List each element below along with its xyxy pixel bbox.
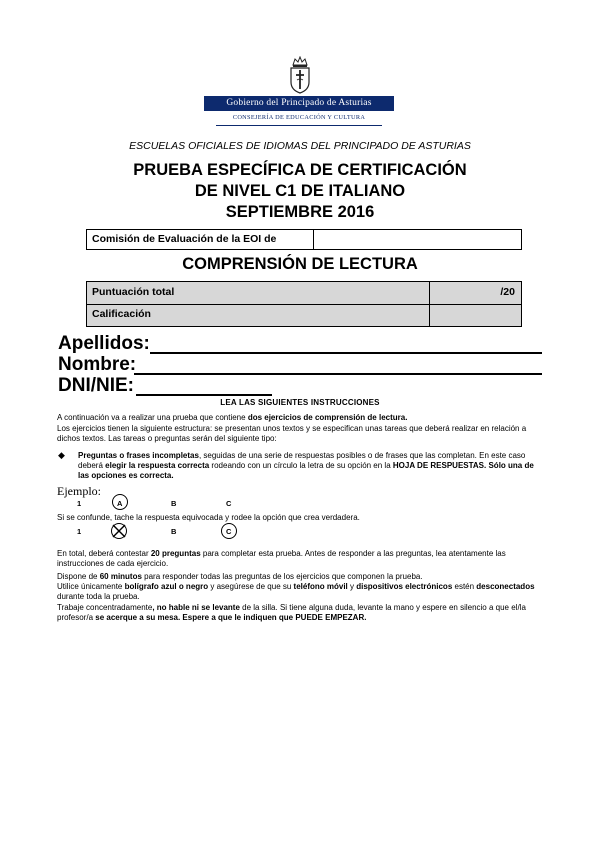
- confusion-instructions: Si se confunde, tache la respuesta equivocada y rodee la opción que crea verdadera.: [57, 513, 360, 522]
- instructions-paragraph-conduct: [57, 603, 545, 623]
- example-option-c: C: [226, 499, 232, 508]
- exam-title-line1: PRUEBA ESPECÍFICA DE CERTIFICACIÓN: [133, 161, 467, 179]
- surname-field[interactable]: [150, 352, 542, 354]
- p6-bold-1: bolígrafo azul o negro: [124, 582, 209, 591]
- p6-text: Utilice únicamente: [57, 582, 125, 591]
- exam-title-line2: DE NIVEL C1 DE ITALIANO: [194, 182, 406, 200]
- instructions-bullet-paragraph: [78, 451, 545, 481]
- p7-bold-2: se acerque a su mesa. Espere a que le indiquen que PUEDE EMPEZAR.: [95, 613, 367, 622]
- id-field[interactable]: [136, 394, 272, 396]
- bullet-bold-1: Preguntas o frases incompletas: [78, 451, 199, 460]
- example-option-a: A: [117, 499, 123, 508]
- department-underline: [216, 125, 382, 126]
- name-label: Nombre:: [58, 354, 137, 375]
- grade-divider: [429, 304, 430, 326]
- instructions-paragraph-1: [57, 413, 545, 423]
- p1-bold: dos ejercicios de comprensión de lectura.: [247, 413, 408, 422]
- bullet-text-2: rodeando con un círculo la letra de su opción en la: [209, 461, 393, 470]
- p7-text: Trabaje concentradamente: [57, 603, 153, 612]
- exam-title-line3: SEPTIEMBRE 2016: [225, 203, 375, 221]
- name-field[interactable]: [134, 373, 542, 375]
- instructions-paragraph-time: [57, 572, 545, 582]
- p4-post: para completar esta prueba. Antes de responder a las preguntas, lea atentamente las instrucciones de cada ejercicio.: [57, 549, 506, 568]
- coat-of-arms-icon: [287, 56, 313, 94]
- bullet-bold-2: elegir la respuesta correcta: [105, 461, 210, 470]
- surname-label: Apellidos:: [58, 333, 150, 354]
- instructions-paragraph-devices: [57, 582, 545, 602]
- section-title: COMPRENSIÓN DE LECTURA: [182, 255, 418, 273]
- p5-post: para responder todas las preguntas de los ejercicios que componen la prueba.: [141, 572, 423, 581]
- p5-text: Dispone de: [57, 572, 100, 581]
- grade-label: Calificación: [92, 308, 151, 320]
- p6-bold-2: teléfono móvil: [293, 582, 348, 591]
- instructions-heading: LEA LAS SIGUIENTES INSTRUCCIONES: [220, 398, 380, 407]
- score-divider: [429, 282, 430, 304]
- p4-text: En total, deberá contestar: [57, 549, 151, 558]
- bullet-icon: ◆: [58, 450, 65, 460]
- government-banner: Gobierno del Principado de Asturias: [204, 96, 394, 111]
- p6-mid-2: y: [347, 582, 357, 591]
- commission-field[interactable]: [319, 230, 519, 249]
- total-score-label: Puntuación total: [92, 286, 175, 298]
- example-option-b: B: [171, 499, 177, 508]
- p6-mid-1: y asegúrese de que su: [208, 582, 294, 591]
- commission-label: Comisión de Evaluación de la EOI de: [87, 230, 314, 249]
- p7-bold-1: , no hable ni se levante: [152, 603, 240, 612]
- example2-option-c: C: [226, 527, 232, 536]
- p7-mid-1: de la silla. Si tiene alguna duda, levante la mano y espere en silencio a que el/la profesor/a: [57, 603, 526, 622]
- example2-option-b: B: [171, 527, 177, 536]
- p5-bold: 60 minutos: [99, 572, 142, 581]
- crossed-answer-icon: [110, 522, 128, 540]
- bullet-bold-3: HOJA DE RESPUESTAS. Sólo una de las opciones es correcta.: [78, 461, 534, 480]
- p1-text: A continuación va a realizar una prueba que contiene: [57, 413, 248, 422]
- score-table: [86, 281, 522, 327]
- grade-row: [87, 304, 521, 326]
- instructions-paragraph-total: [57, 549, 545, 569]
- instructions-paragraph-2: Los ejercicios tienen la siguiente estructura: se presentan unos textos y se especifican unas tareas que deberá realizar en relación a dichos textos. Las tareas o preguntas serán del siguiente tipo:: [57, 424, 527, 443]
- total-score-max: /20: [500, 286, 515, 298]
- p4-bold: 20 preguntas: [150, 549, 201, 558]
- p6-bold-3: dispositivos electrónicos: [356, 582, 453, 591]
- total-score-row: [87, 282, 521, 305]
- id-label: DNI/NIE:: [58, 375, 134, 396]
- schools-heading: ESCUELAS OFICIALES DE IDIOMAS DEL PRINCIPADO DE ASTURIAS: [129, 140, 471, 152]
- commission-box: [86, 229, 522, 250]
- example-number: 1: [77, 499, 82, 508]
- p6-post: durante toda la prueba.: [57, 592, 140, 601]
- example2-number: 1: [77, 527, 82, 536]
- p6-bold-4: desconectados: [476, 582, 535, 591]
- example-label: Ejemplo:: [57, 484, 101, 498]
- bullet-text-1: , seguidas de una serie de respuestas posibles o de frases que las completan. En este caso deberá: [78, 451, 526, 470]
- p6-mid-3: estén: [452, 582, 477, 591]
- department-name: CONSEJERÍA DE EDUCACIÓN Y CULTURA: [232, 114, 366, 121]
